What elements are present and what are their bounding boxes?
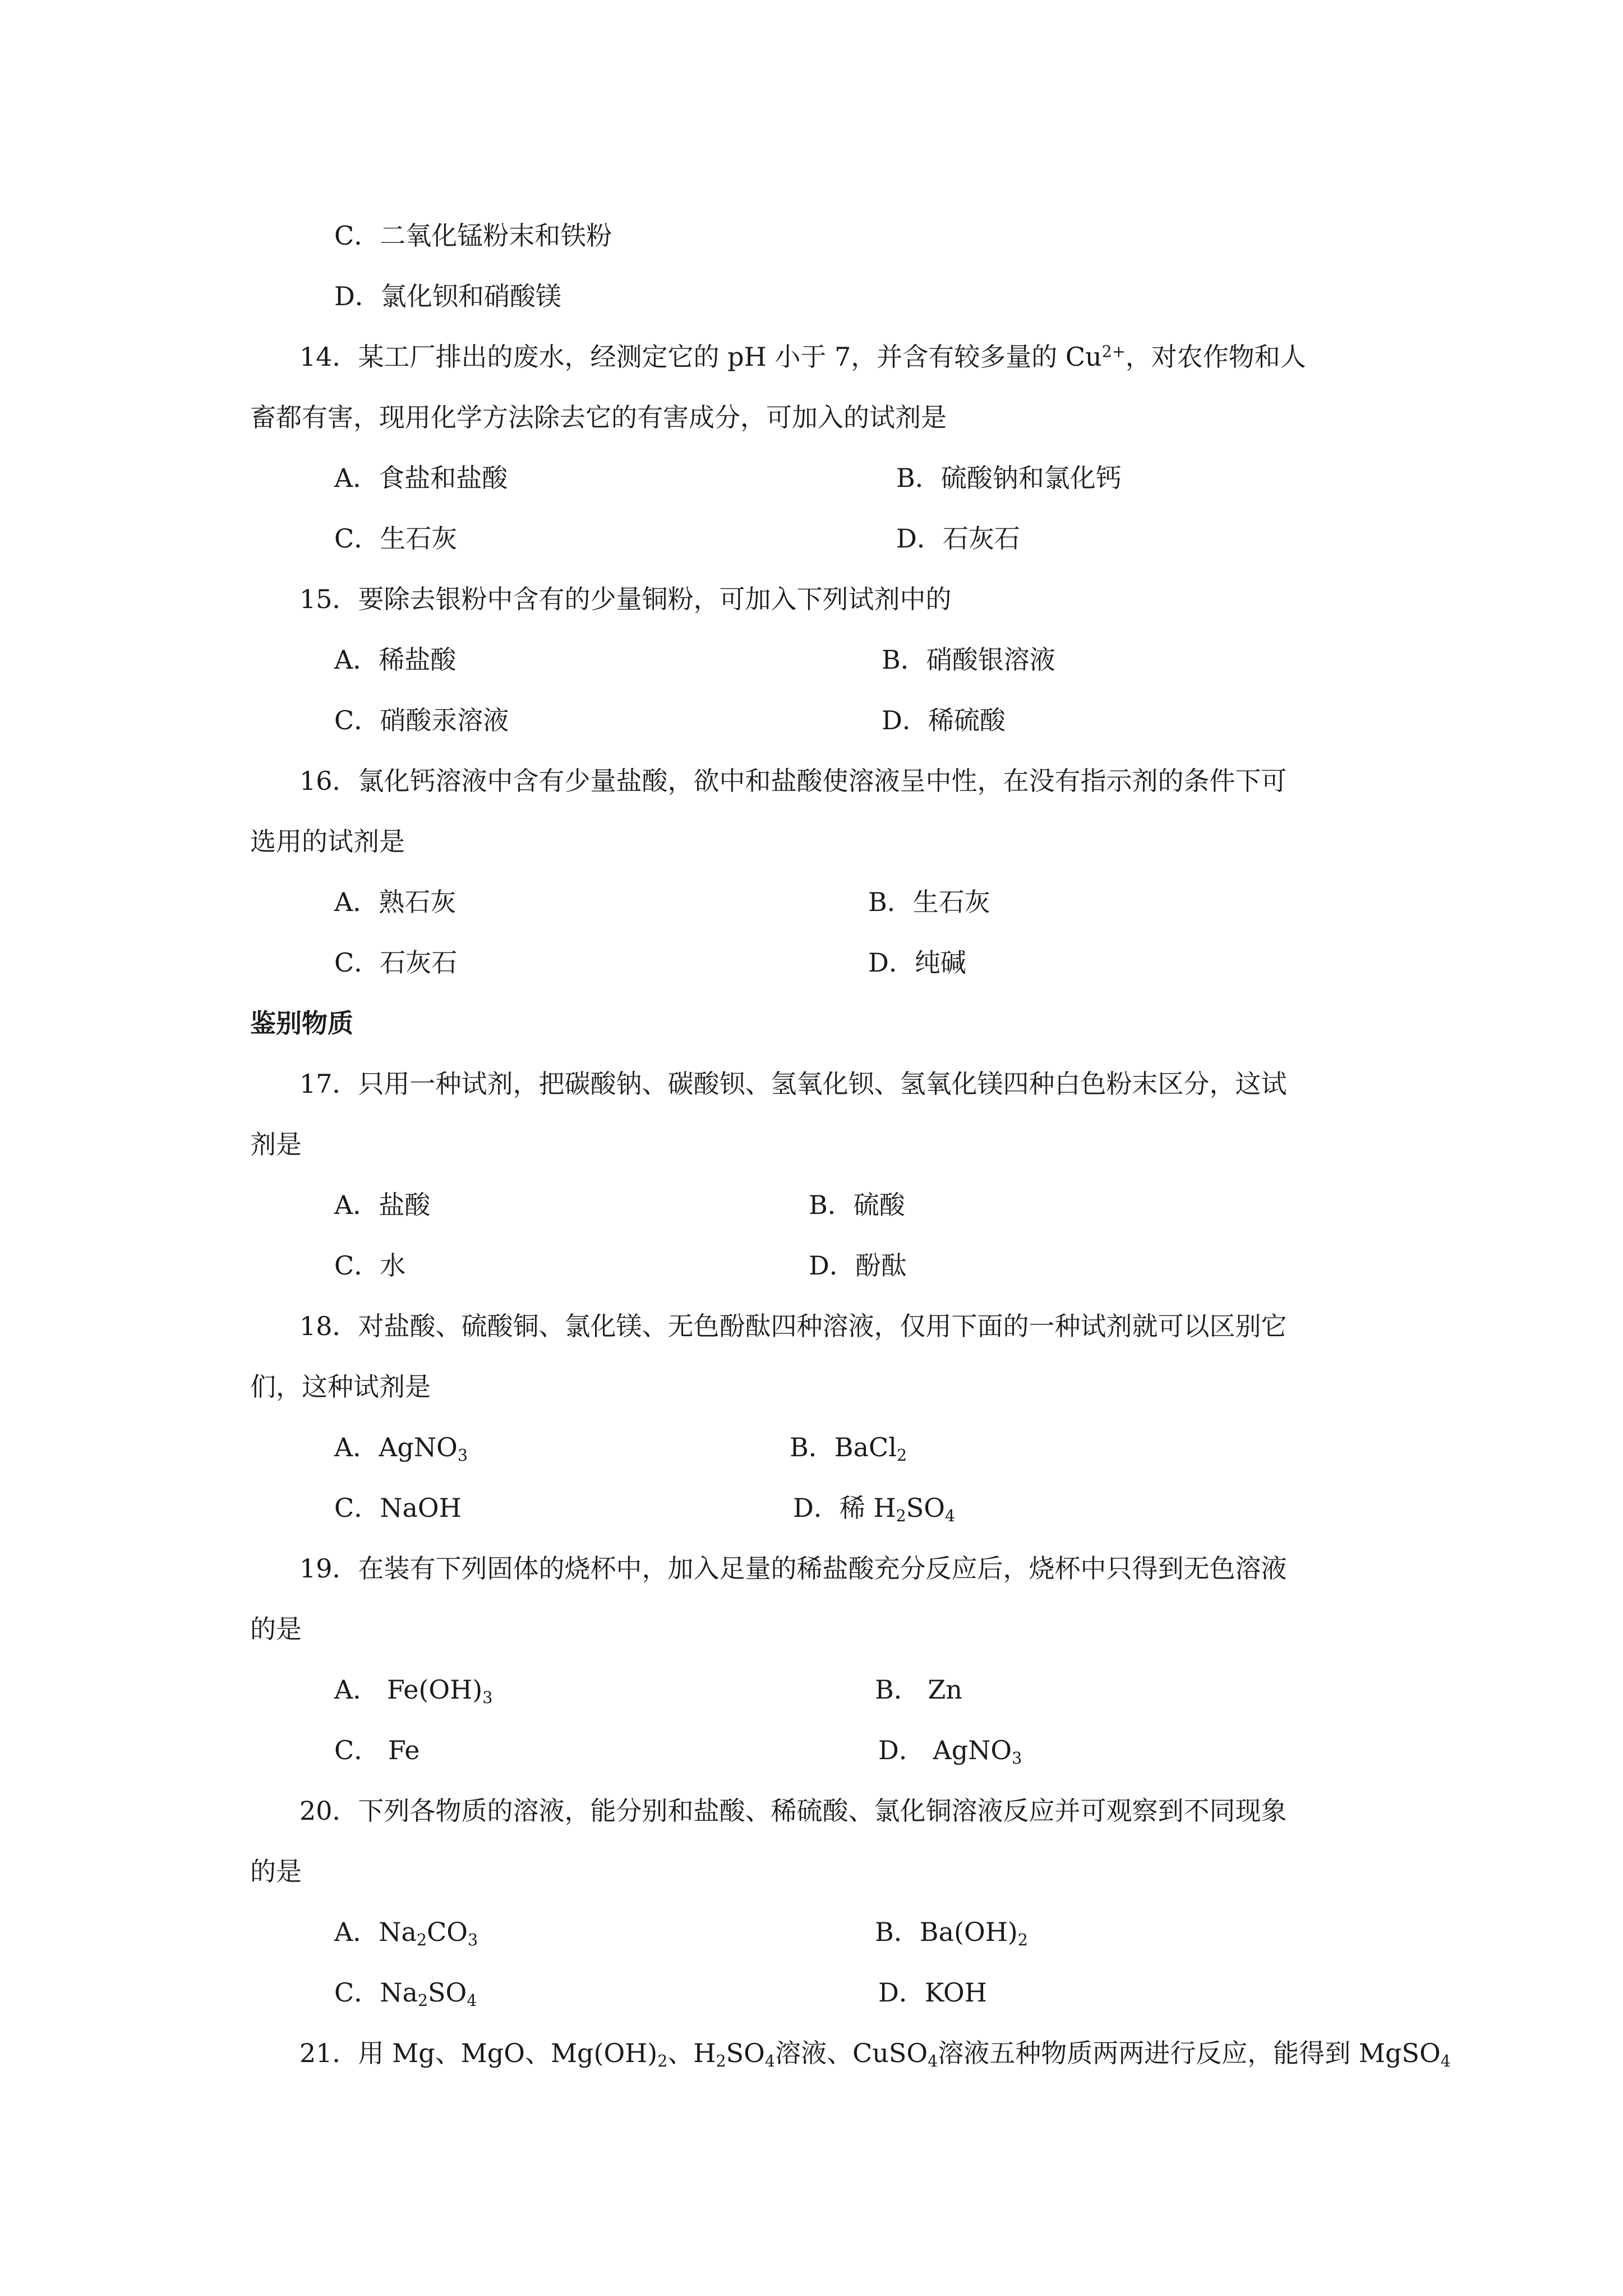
q20-stem-line1: 20．下列各物质的溶液，能分别和盐酸、稀硫酸、氯化铜溶液反应并可观察到不同现象: [299, 1796, 1287, 1826]
q20-option-a: A．$Na_2CO_3$: [334, 1917, 478, 1949]
q18-option-b: B．BaCl$_2$: [790, 1432, 907, 1465]
section-heading: 鉴别物质: [250, 1008, 353, 1038]
q13-option-d: D．氯化钡和硝酸镁: [334, 281, 561, 311]
q14-stem-line1: 14．某工厂排出的废水，经测定它的 pH 小于 7，并含有较多量的 $Cu^{2+}$，对农作物和人: [299, 342, 1306, 372]
q16-stem-line2: 选用的试剂是: [250, 826, 405, 857]
q17-option-c: C．水: [334, 1250, 406, 1281]
q16-option-a: A．熟石灰: [334, 887, 457, 917]
q21-stem-line1: 21．用 Mg、MgO、$Mg(OH)_2$、$H_2SO_4$溶液、CuSO$_4$溶液五种物质两两进行反应，能得到 MgSO$_4$: [299, 2038, 1451, 2070]
q17-option-d: D．酚酞: [809, 1250, 907, 1281]
q16-stem-line1: 16．氯化钙溶液中含有少量盐酸，欲中和盐酸使溶液呈中性，在没有指示剂的条件下可: [299, 766, 1287, 796]
q13-option-c: C．二氧化锰粉末和铁粉: [334, 220, 612, 251]
q14-option-b: B．硫酸钠和氯化钙: [896, 463, 1122, 493]
q16-option-d: D．纯碱: [868, 947, 966, 978]
q17-stem-line2: 剂是: [250, 1129, 302, 1159]
q17-option-a: A．盐酸: [334, 1190, 431, 1220]
q19-option-c: C． Fe: [334, 1735, 420, 1765]
q14-option-c: C．生石灰: [334, 523, 458, 554]
q15-option-d: D．稀硫酸: [882, 705, 1006, 735]
q18-option-c: C．NaOH: [334, 1493, 462, 1523]
q20-option-b: B．$Ba(OH)_2$: [875, 1917, 1028, 1949]
q19-stem-line2: 的是: [250, 1614, 302, 1644]
q14-option-a: A．食盐和盐酸: [334, 463, 508, 493]
q15-option-a: A．稀盐酸: [334, 645, 457, 675]
q20-option-c: C．$Na_2SO_4$: [334, 1977, 477, 2010]
q18-stem-line1: 18．对盐酸、硫酸铜、氯化镁、无色酚酞四种溶液，仅用下面的一种试剂就可以区别它: [299, 1311, 1287, 1341]
q19-option-d: D． AgNO$_3$: [878, 1735, 1022, 1768]
q19-stem-line1: 19．在装有下列固体的烧杯中，加入足量的稀盐酸充分反应后，烧杯中只得到无色溶液: [299, 1553, 1287, 1584]
q15-stem: 15．要除去银粉中含有的少量铜粉，可加入下列试剂中的: [299, 584, 952, 614]
q20-stem-line2: 的是: [250, 1856, 302, 1887]
q19-option-a: A． $Fe(OH)_3$: [334, 1674, 493, 1707]
q15-option-b: B．硝酸银溶液: [882, 645, 1055, 675]
q19-option-b: B． Zn: [875, 1674, 963, 1705]
q18-stem-line2: 们，这种试剂是: [250, 1372, 431, 1402]
q17-stem-line1: 17．只用一种试剂，把碳酸钠、碳酸钡、氢氧化钡、氢氧化镁四种白色粉末区分，这试: [299, 1069, 1287, 1099]
q20-option-d: D．KOH: [878, 1977, 987, 2008]
q16-option-b: B．生石灰: [868, 887, 990, 917]
q15-option-c: C．硝酸汞溶液: [334, 705, 509, 735]
q16-option-c: C．石灰石: [334, 947, 458, 978]
q14-option-d: D．石灰石: [896, 523, 1020, 554]
q18-option-a: A．AgNO$_3$: [334, 1432, 468, 1465]
q14-stem-line2: 畜都有害，现用化学方法除去它的有害成分，可加入的试剂是: [250, 402, 947, 432]
q18-option-d: D．稀 $H_2SO_4$: [793, 1493, 956, 1525]
q17-option-b: B．硫酸: [809, 1190, 905, 1220]
